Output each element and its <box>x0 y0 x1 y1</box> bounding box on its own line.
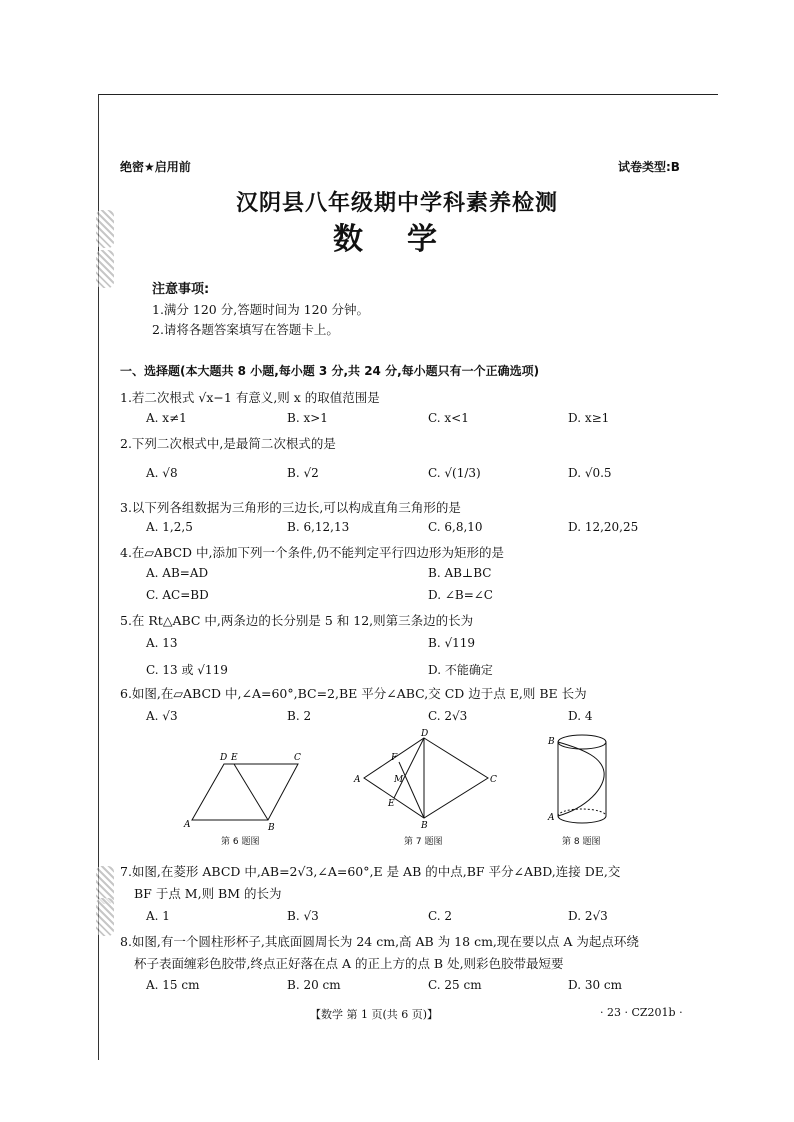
subject-title: 数学 <box>333 222 481 257</box>
fig7-label: F <box>391 753 398 763</box>
option-d: D. √0.5 <box>568 466 612 480</box>
option-c: C. x<1 <box>428 411 469 425</box>
option-a: A. 1 <box>146 909 170 923</box>
option-d: D. x≥1 <box>568 411 610 425</box>
figure-6-parallelogram <box>180 748 310 832</box>
option-a: A. x≠1 <box>146 411 187 425</box>
option-c: C. 2√3 <box>428 709 468 723</box>
option-d: D. 12,20,25 <box>568 520 639 534</box>
question-stem-continued: 杯子表面缠彩色胶带,终点正好落在点 A 的正上方的点 B 处,则彩色胶带最短要 <box>134 956 564 971</box>
option-c: C. 13 或 √119 <box>146 663 228 677</box>
question-stem: 5.在 Rt△ABC 中,两条边的长分别是 5 和 12,则第三条边的长为 <box>120 613 474 628</box>
fig8-label: A <box>548 813 555 823</box>
option-a: A. 1,2,5 <box>146 520 193 534</box>
option-a: A. AB=AD <box>146 566 209 580</box>
top-rule <box>98 94 718 95</box>
figure-8-caption: 第 8 题图 <box>562 837 601 847</box>
option-b: B. 20 cm <box>287 978 341 992</box>
option-a: A. 13 <box>146 636 178 650</box>
figure-7-caption: 第 7 题图 <box>404 837 443 847</box>
option-c: C. 25 cm <box>428 978 482 992</box>
notice-item: 1.满分 120 分,答题时间为 120 分钟。 <box>152 302 370 317</box>
option-c: C. 2 <box>428 909 453 923</box>
option-d: D. 4 <box>568 709 593 723</box>
question-stem: 4.在▱ABCD 中,添加下列一个条件,仍不能判定平行四边形为矩形的是 <box>120 545 504 560</box>
page-code: · 23 · CZ201b · <box>600 1006 683 1019</box>
fig8-label: B <box>548 737 555 747</box>
question-stem: 1.若二次根式 √x−1 有意义,则 x 的取值范围是 <box>120 390 380 405</box>
option-d: D. 2√3 <box>568 909 608 923</box>
question-stem-continued: BF 于点 M,则 BM 的长为 <box>134 886 282 901</box>
option-d: D. 不能确定 <box>428 663 493 677</box>
confidential-label: 绝密★启用前 <box>120 160 191 174</box>
question-stem: 7.如图,在菱形 ABCD 中,AB=2√3,∠A=60°,E 是 AB 的中点,BF 平分∠ABD,连接 DE,交 <box>120 864 621 879</box>
fig7-label: B <box>421 821 428 831</box>
notice-heading: 注意事项: <box>152 282 210 297</box>
option-c: C. 6,8,10 <box>428 520 483 534</box>
scan-mark <box>96 898 114 936</box>
option-b: B. √3 <box>287 909 319 923</box>
option-b: B. √2 <box>287 466 319 480</box>
fig7-label: C <box>490 775 497 785</box>
fig6-label: B <box>268 823 275 832</box>
exam-title: 汉阴县八年级期中学科素养检测 <box>235 191 558 216</box>
option-d: D. 30 cm <box>568 978 623 992</box>
section-heading: 一、选择题(本大题共 8 小题,每小题 3 分,共 24 分,每小题只有一个正确选项) <box>120 364 540 378</box>
option-a: A. √3 <box>146 709 178 723</box>
paper-type-label: 试卷类型:B <box>618 160 680 174</box>
question-stem: 6.如图,在▱ABCD 中,∠A=60°,BC=2,BE 平分∠ABC,交 CD 边于点 E,则 BE 长为 <box>120 686 587 701</box>
fig6-label: E <box>231 753 238 763</box>
option-b: B. √119 <box>428 636 475 650</box>
option-c: C. √(1/3) <box>428 466 481 480</box>
figure-8-cylinder <box>546 728 616 832</box>
figure-6-caption: 第 6 题图 <box>221 837 260 847</box>
option-d: D. ∠B=∠C <box>428 588 493 602</box>
figure-7-rhombus <box>350 728 500 832</box>
question-stem: 3.以下列各组数据为三角形的三边长,可以构成直角三角形的是 <box>120 500 461 515</box>
fig7-label: E <box>388 799 395 809</box>
fig6-label: C <box>294 753 301 763</box>
fig6-label: A <box>184 820 191 830</box>
question-stem: 2.下列二次根式中,是最简二次根式的是 <box>120 436 336 451</box>
option-b: B. 2 <box>287 709 312 723</box>
fig7-label: D <box>421 729 429 739</box>
option-b: B. x>1 <box>287 411 328 425</box>
option-b: B. AB⊥BC <box>428 566 492 580</box>
fig7-label: M <box>394 775 404 785</box>
option-c: C. AC=BD <box>146 588 209 602</box>
option-b: B. 6,12,13 <box>287 520 350 534</box>
option-a: A. 15 cm <box>146 978 200 992</box>
notice-item: 2.请将各题答案填写在答题卡上。 <box>152 322 339 337</box>
fig7-label: A <box>354 775 361 785</box>
question-stem: 8.如图,有一个圆柱形杯子,其底面圆周长为 24 cm,高 AB 为 18 cm,现在要以点 A 为起点环绕 <box>120 934 639 949</box>
fig6-label: D <box>220 753 228 763</box>
page-footer: 【数学 第 1 页(共 6 页)】 <box>310 1008 439 1021</box>
option-a: A. √8 <box>146 466 178 480</box>
